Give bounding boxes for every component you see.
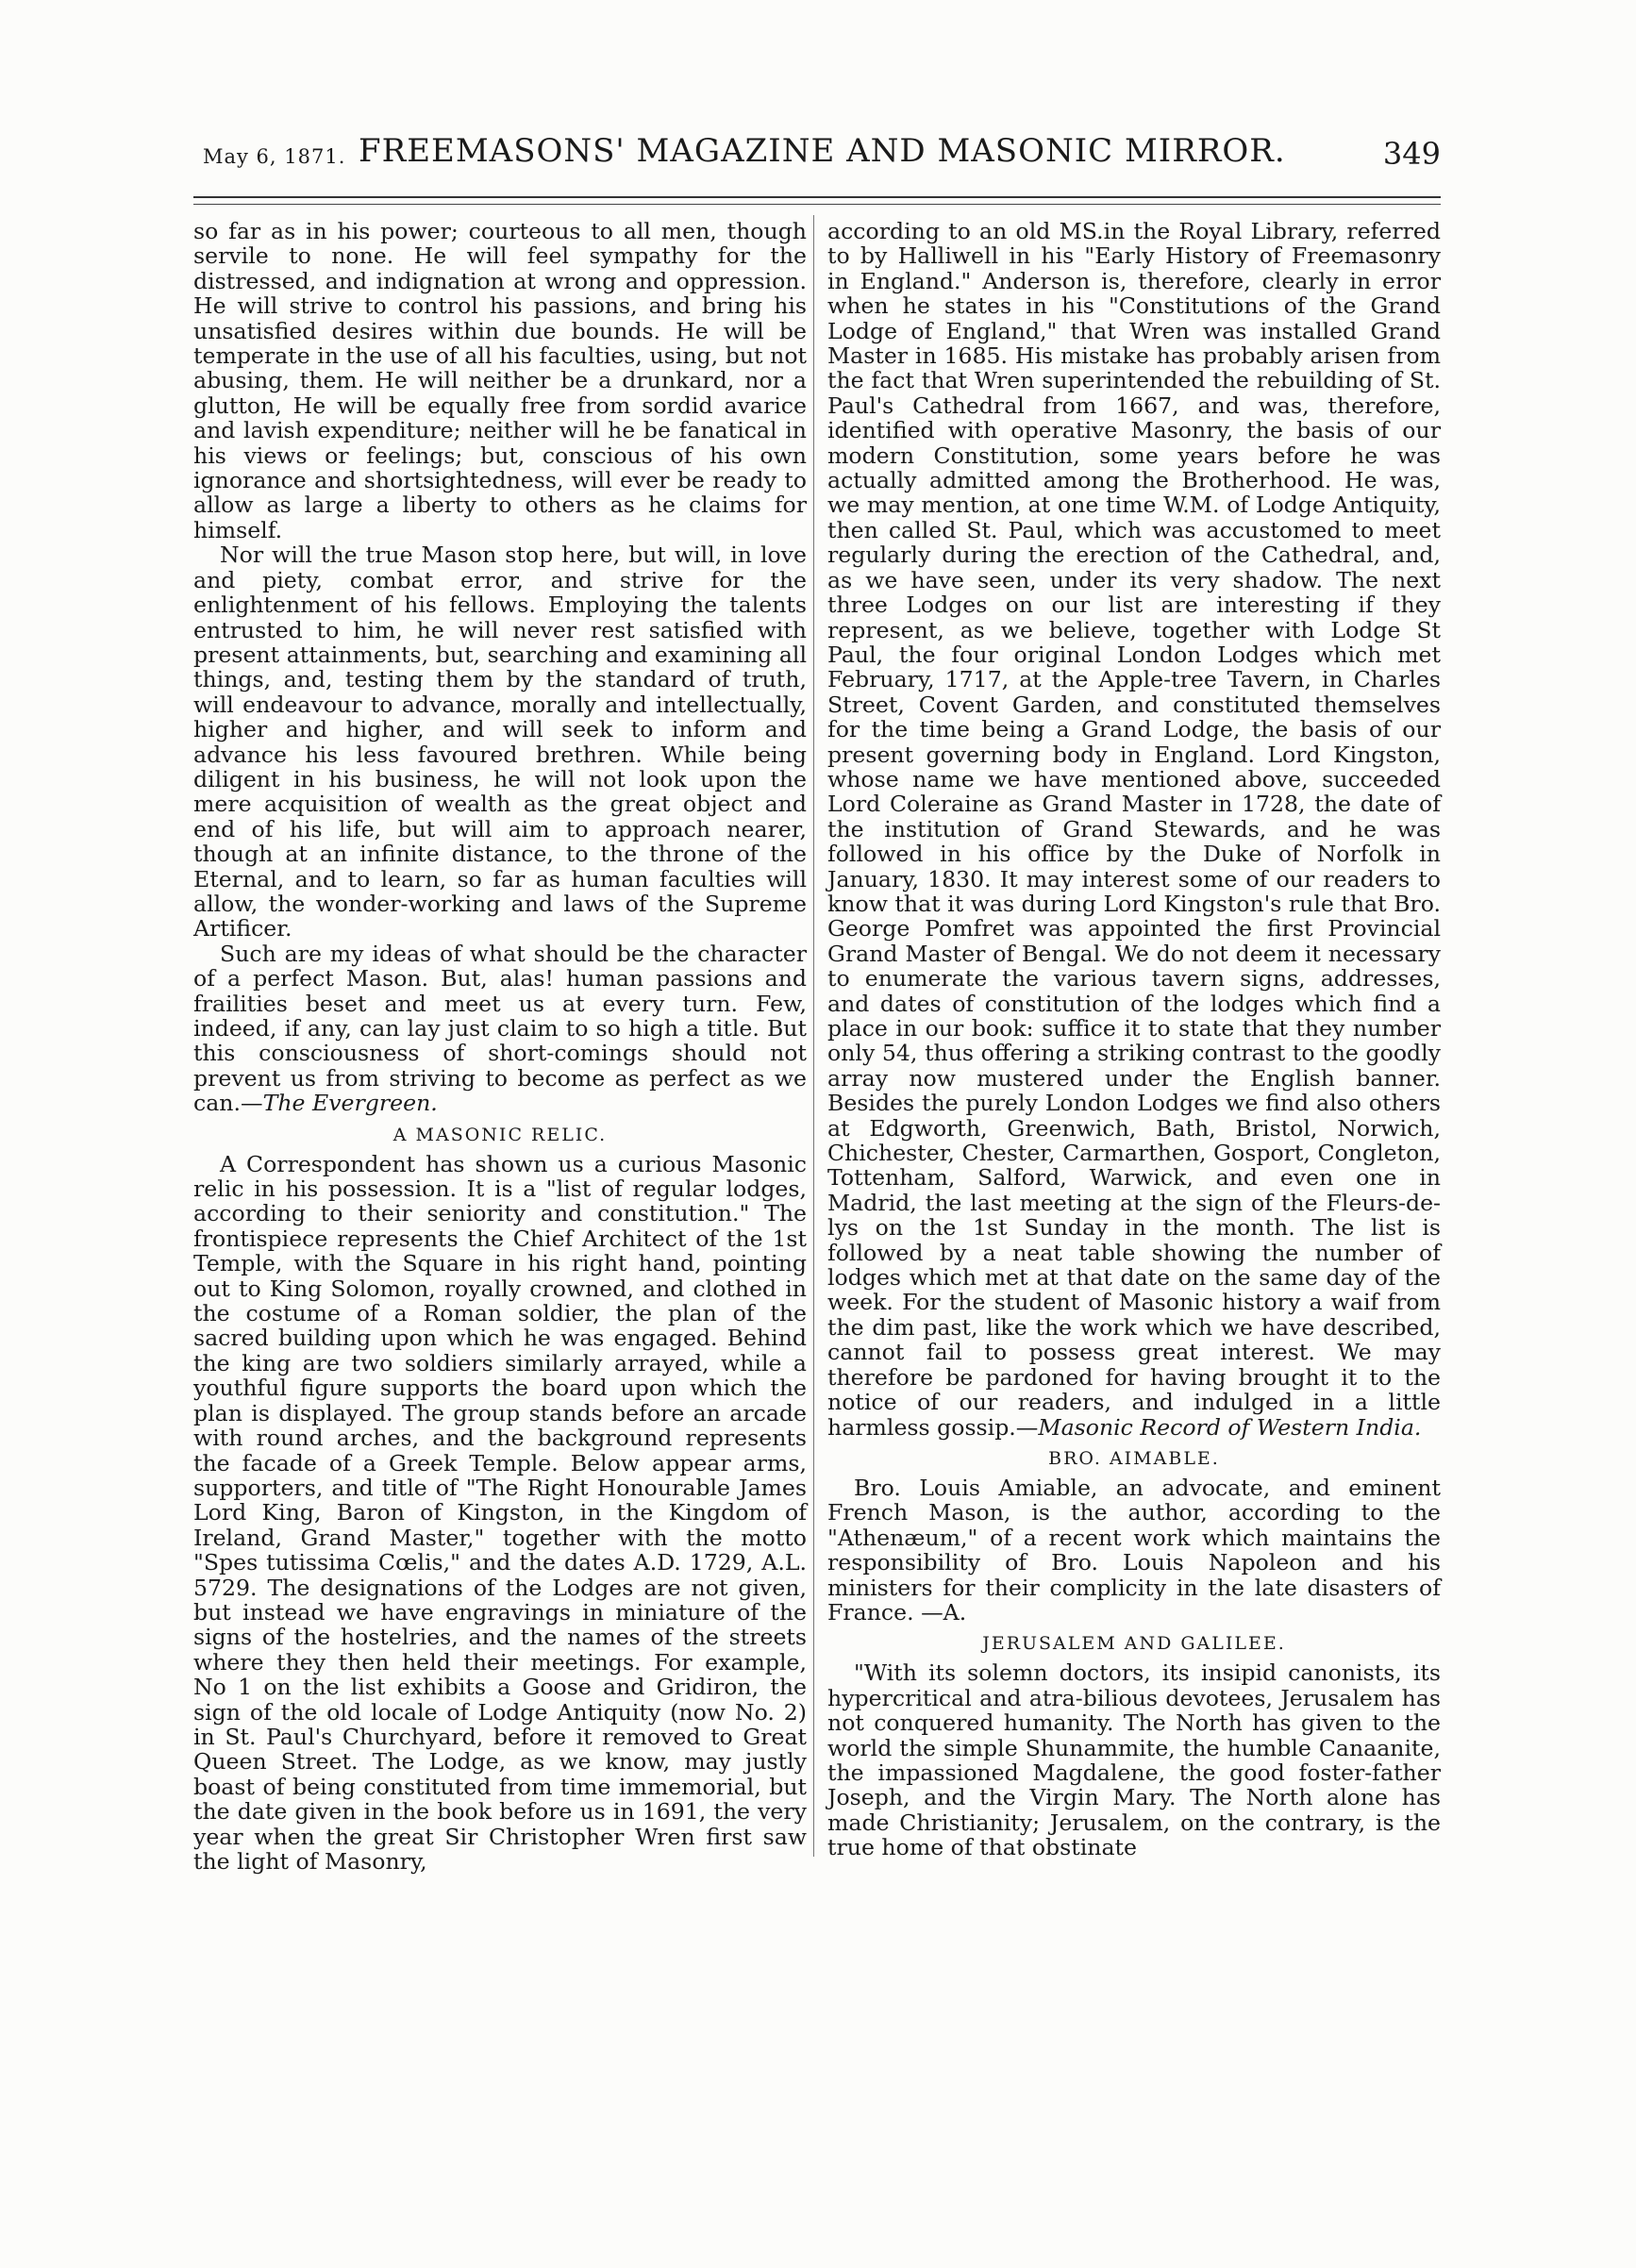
bro-aimable-paragraph: Bro. Louis Amiable, an advocate, and eminent French Mason, is the author, according to the "Athenæum," of a recent work which maintains the responsibility of Bro. Louis Napoleon and his ministers for their complicity in the late disasters of France. —A. xyxy=(827,1474,1441,1626)
character-paragraph-3-text: Such are my ideas of what should be the character of a perfect Mason. But, alas! human passions and frailities beset and meet us at every turn. Few, indeed, if any, can lay just claim to so high a title. But this consciousness of short-comings should not prevent us from striving to become as perfect as we can.— xyxy=(193,940,807,1117)
header-rule xyxy=(193,196,1441,198)
masonic-relic-continued xyxy=(827,219,1441,1440)
header-date: May 6, 1871. xyxy=(203,145,346,168)
running-header xyxy=(203,132,1441,189)
heading-bro-aimable: BRO. AIMABLE. xyxy=(1048,1447,1220,1469)
jerusalem-paragraph: "With its solemn doctors, its insipid canonists, its hypercritical and atra-bilious devotees, Jerusalem has not conquered humanity. The North has given to the world the simple Shunammite, the humble Canaanite, the impassioned Magdalene, the good foster-father Joseph, and the Virgin Mary. The North alone has made Christianity; Jerusalem, on the contrary, is the true home of that obstinate xyxy=(827,1659,1441,1861)
source-evergreen: The Evergreen. xyxy=(262,1090,438,1117)
masonic-relic-paragraph: A Correspondent has shown us a curious Masonic relic in his possession. It is a "list of regular lodges, according to their seniority and constitution." The frontispiece represents the Chief Architect of the 1st Temple, with the Square in his right hand, pointing out to King Solomon, royally crowned, and clothed in the costume of a Roman soldier, the plan of the sacred building upon which he was engaged. Behind the king are two soldiers similarly arrayed, while a youthful figure supports the board upon which the plan is displayed. The group stands before an arcade with round arches, and the background represents the facade of a Greek Temple. Below appear arms, supporters, and title of "The Right Honourable James Lord King, Baron of Kingston, in the Kingdom of Ireland, Grand Master," together with the motto "Spes tutissima Cœlis," and the dates A.D. 1729, A.L. 5729. The designations of the Lodges are not given, but instead we have engravings in miniature of the signs of the hostelries, and the names of the streets where they then held their meetings. For example, No 1 on the list exhibits a Goose and Gridiron, the sign of the old locale of Lodge Antiquity (now No. 2) in St. Paul's Churchyard, before it removed to Great Queen Street. The Lodge, as we know, may justly boast of being constituted from time immemorial, but the date given in the book before us in 1691, the very year when the great Sir Christopher Wren first saw the light of Masonry, xyxy=(193,1150,807,1875)
header-title: FREEMASONS' MAGAZINE AND MASONIC MIRROR. xyxy=(359,132,1286,170)
source-masonic-record: Masonic Record of Western India. xyxy=(1038,1413,1422,1441)
character-paragraph-2: Nor will the true Mason stop here, but will, in love and piety, combat error, and strive for the enlightenment of his fellows. Employing the talents entrusted to him, he will never rest satisfied with present attainments, but, searching and examining all things, and, testing them by the standard of truth, will endeavour to advance, morally and intellectually, higher and higher, and will seek to inform and advance his less favoured brethren. While being diligent in his business, he will not look upon the mere acquisition of wealth as the great object and end of his life, but will aim to approach nearer, though at an infinite distance, to the throne of the Eternal, and to learn, so far as human faculties will allow, the wonder-working and laws of the Supreme Artificer. xyxy=(193,542,807,942)
page-number: 349 xyxy=(1382,136,1441,172)
heading-masonic-relic: A MASONIC RELIC. xyxy=(392,1124,608,1145)
left-column xyxy=(193,219,807,1874)
masonic-relic-continued-text: according to an old MS.in the Royal Library, referred to by Halliwell in his "Early History of Freemasonry in England." Anderson is, therefore, clearly in error when he states in his "Constitutions of the Grand Lodge of England," that Wren was installed Grand Master in 1685. His mistake has probably arisen from the fact that Wren superintended the rebuilding of St. Paul's Cathedral from 1667, and was, therefore, identified with operative Masonry, the basis of our modern Constitution, some years before he was actually admitted among the Brotherhood. He was, we may mention, at one time W.M. of Lodge Antiquity, then called St. Paul, which was accustomed to meet regularly during the erection of the Cathedral, and, as we have seen, under its very shadow. The next three Lodges on our list are interesting if they represent, as we believe, together with Lodge St Paul, the four original London Lodges which met February, 1717, at the Apple-tree Tavern, in Charles Street, Covent Garden, and constituted themselves for the time being a Grand Lodge, the basis of our present governing body in England. Lord Kingston, whose name we have mentioned above, succeeded Lord Coleraine as Grand Master in 1728, the date of the institution of Grand Stewards, and he was followed in his office by the Duke of Norfolk in January, 1830. It may interest some of our readers to know that it was during Lord Kingston's rule that Bro. George Pomfret was appointed the first Provincial Grand Master of Bengal. We do not deem it necessary to enumerate the various tavern signs, addresses, and dates of constitution of the lodges which find a place in our book: suffice it to state that they number only 54, thus offering a striking contrast to the goodly array now mustered under the English banner. Besides the purely London Lodges we find also others at Edgworth, Greenwich, Bath, Bristol, Norwich, Chichester, Chester, Carmarthen, Gosport, Congleton, Tottenham, Salford, Warwick, and even one in Madrid, the last meeting at the sign of the Fleurs-de-lys on the 1st Sunday in the month. The list is followed by a neat table showing the number of lodges which met at that date on the same day of the week. For the student of Masonic history a waif from the dim past, like the work which we have described, cannot fail to possess great interest. We may therefore be pardoned for having brought it to the notice of our readers, and indulged in a little harmless gossip.— xyxy=(827,218,1441,1441)
column-divider xyxy=(813,215,814,1857)
right-column xyxy=(827,219,1441,1860)
character-paragraph-3 xyxy=(193,942,807,1116)
heading-jerusalem-galilee: JERUSALEM AND GALILEE. xyxy=(982,1633,1286,1655)
character-paragraph-1: so far as in his power; courteous to all men, though servile to none. He will feel sympathy for the distressed, and indignation at wrong and oppression. He will strive to control his passions, and bring his unsatisfied desires within due bounds. He will be temperate in the use of all his faculties, using, but not abusing, them. He will neither be a drunkard, nor a glutton, He will be equally free from sordid avarice and lavish expenditure; neither will he be fanatical in his views or feelings; but, conscious of his own ignorance and shortsightedness, will ever be ready to allow as large a liberty to others as he claims for himself. xyxy=(193,218,807,543)
header-rule-thin xyxy=(193,204,1441,205)
